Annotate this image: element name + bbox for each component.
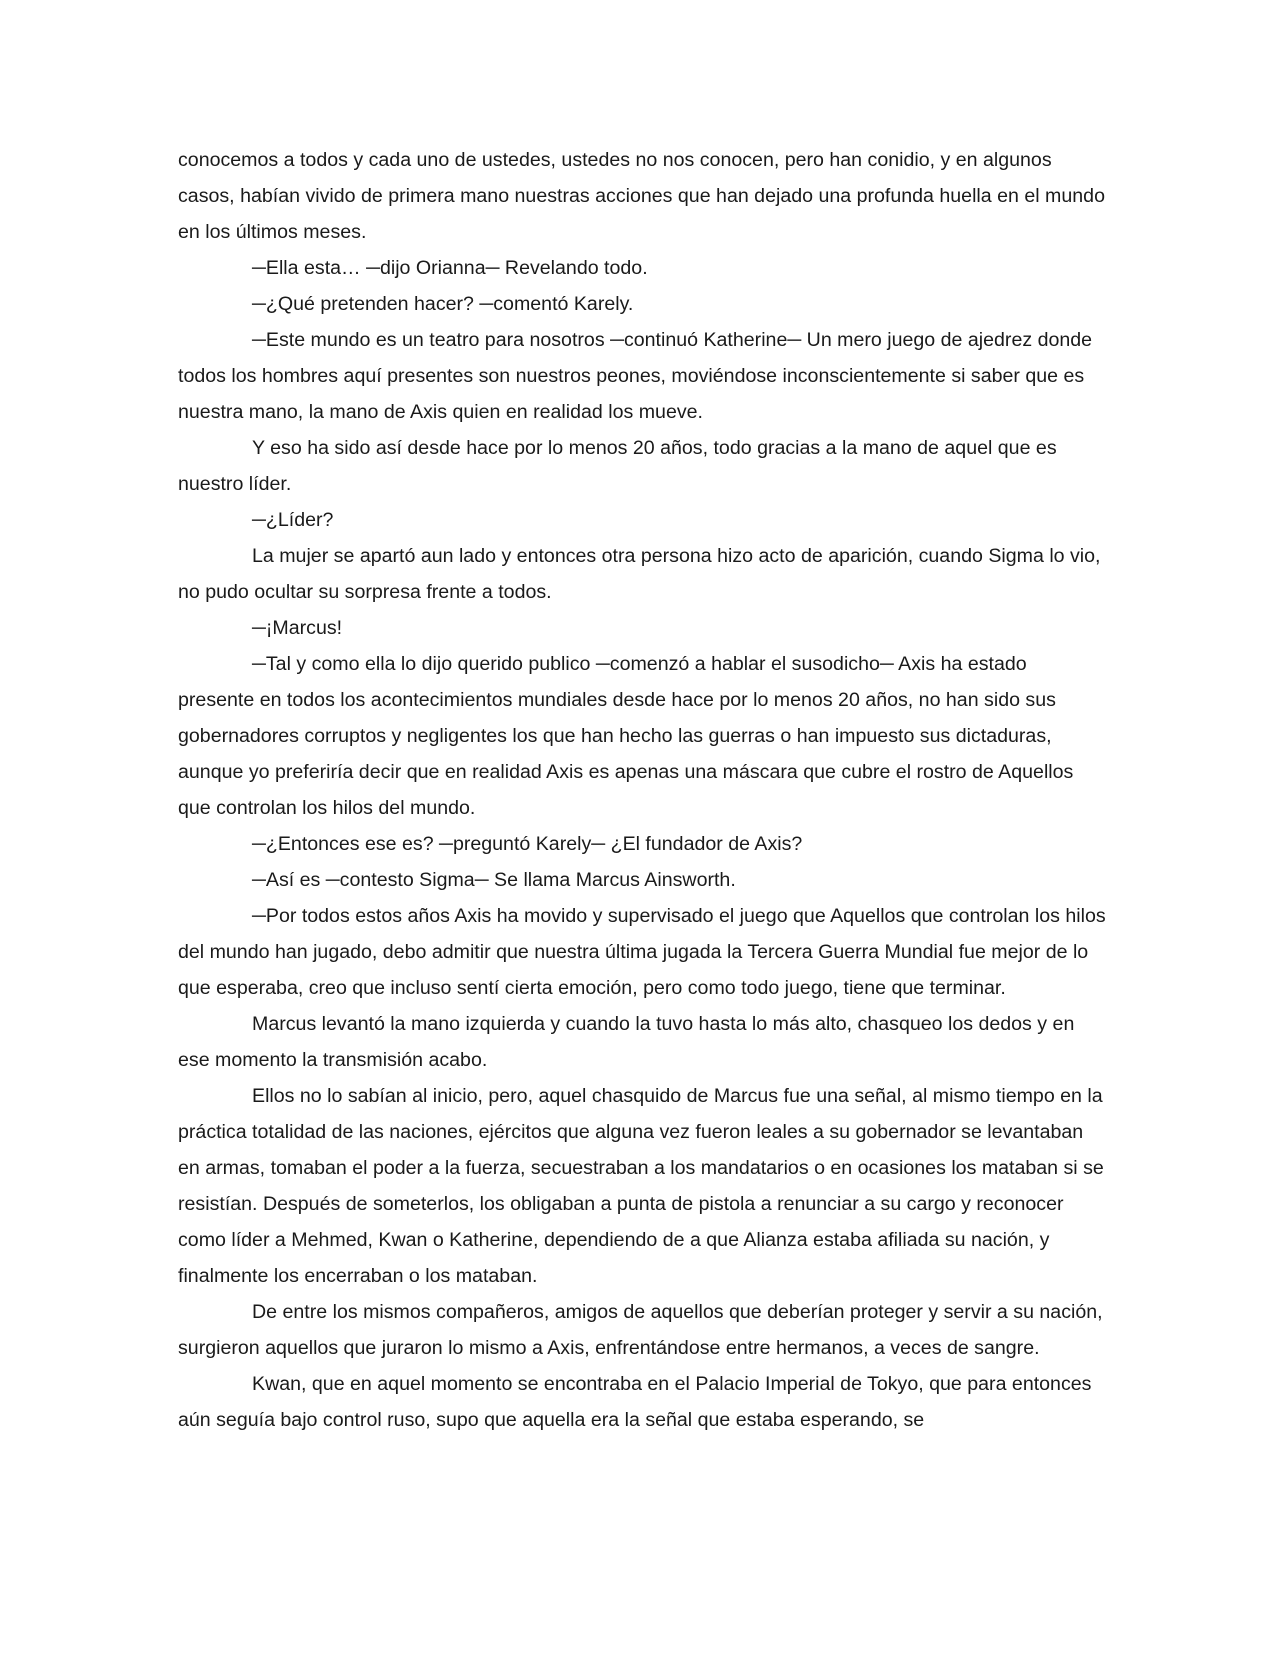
paragraph: ─¿Qué pretenden hacer? ─comentó Karely. (252, 293, 634, 315)
document-body (178, 142, 1108, 1438)
paragraph: La mujer se apartó aun lado y entonces otra persona hizo acto de aparición, cuando Sigma lo vio, no pudo ocultar su sorpresa frente a todos. (178, 545, 1101, 603)
paragraph: Kwan, que en aquel momento se encontraba en el Palacio Imperial de Tokyo, que para entonces aún seguía bajo control ruso, supo que aquella era la señal que estaba esperando, se (178, 1373, 1092, 1431)
paragraph: conocemos a todos y cada uno de ustedes, ustedes no nos conocen, pero han conidio, y en algunos casos, habían vivido de primera mano nuestras acciones que han dejado una profunda huella en el mundo en los últimos meses. (178, 149, 1105, 243)
paragraph: ─¡Marcus! (252, 617, 343, 639)
paragraph: Marcus levantó la mano izquierda y cuando la tuvo hasta lo más alto, chasqueo los dedos y en ese momento la transmisión acabo. (178, 1013, 1075, 1071)
paragraph: Y eso ha sido así desde hace por lo menos 20 años, todo gracias a la mano de aquel que es nuestro líder. (178, 437, 1057, 495)
paragraph: ─Este mundo es un teatro para nosotros ─continuó Katherine─ Un mero juego de ajedrez donde todos los hombres aquí presentes son nuestros peones, moviéndose inconscientemente si saber que es nuestra mano, la mano de Axis quien en realidad los mueve. (178, 329, 1093, 423)
paragraph: Ellos no lo sabían al inicio, pero, aquel chasquido de Marcus fue una señal, al mismo tiempo en la práctica totalidad de las naciones, ejércitos que alguna vez fueron leales a su gobernador se levantaban en armas, tomaban el poder a la fuerza, secuestraban a los mandatarios o en ocasiones los mataban si se resistían. Después de someterlos, los obligaban a punta de pistola a renunciar a su cargo y reconocer como líder a Mehmed, Kwan o Katherine, dependiendo de a que Alianza estaba afiliada su nación, y finalmente los encerraban o los mataban. (178, 1085, 1104, 1287)
paragraph: ─¿Entonces ese es? ─preguntó Karely─ ¿El fundador de Axis? (252, 833, 803, 855)
paragraph: De entre los mismos compañeros, amigos de aquellos que deberían proteger y servir a su nación, surgieron aquellos que juraron lo mismo a Axis, enfrentándose entre hermanos, a veces de sangre. (178, 1301, 1103, 1359)
paragraph: ─Ella esta… ─dijo Orianna─ Revelando todo. (252, 257, 648, 279)
paragraph: ─Tal y como ella lo dijo querido publico ─comenzó a hablar el susodicho─ Axis ha estado presente en todos los acontecimientos mundiales desde hace por lo menos 20 años, no han sido sus gobernadores corruptos y negligentes los que han hecho las guerras o han impuesto sus dictaduras, aunque yo preferiría decir que en realidad Axis es apenas una máscara que cubre el rostro de Aquellos que controlan los hilos del mundo. (178, 653, 1074, 819)
paragraph: ─¿Líder? (252, 509, 334, 531)
paragraph: ─Así es ─contesto Sigma─ Se llama Marcus Ainsworth. (252, 869, 736, 891)
paragraph: ─Por todos estos años Axis ha movido y supervisado el juego que Aquellos que controlan los hilos del mundo han jugado, debo admitir que nuestra última jugada la Tercera Guerra Mundial fue mejor de lo que esperaba, creo que incluso sentí cierta emoción, pero como todo juego, tiene que terminar. (178, 905, 1106, 999)
